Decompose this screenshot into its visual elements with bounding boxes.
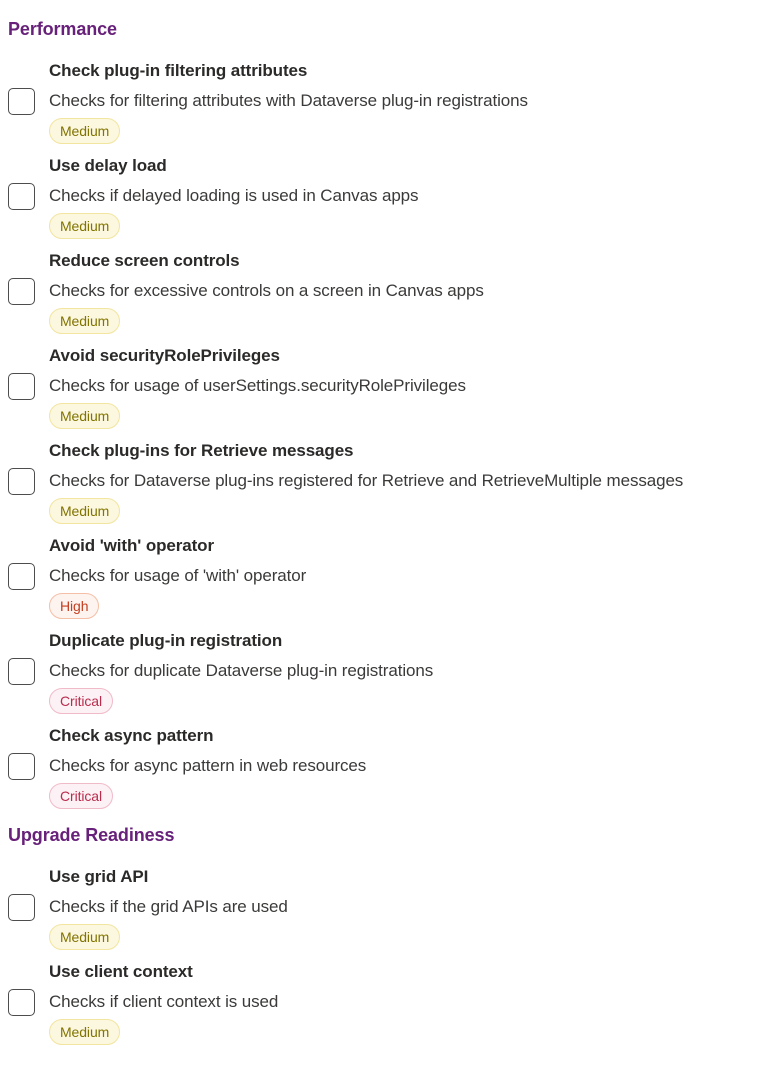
rule-badge-row bbox=[49, 498, 751, 524]
severity-badge: Medium bbox=[49, 403, 120, 429]
rule-checkbox-cell bbox=[8, 892, 49, 922]
rule-badge-row bbox=[49, 783, 751, 809]
section-title: Performance bbox=[8, 19, 117, 39]
rule-item bbox=[8, 56, 751, 144]
rule-item-title: Use client context bbox=[49, 962, 193, 981]
rule-item-description: Checks for usage of 'with' operator bbox=[49, 566, 307, 585]
rule-item-title: Check plug-in filtering attributes bbox=[49, 61, 308, 80]
rule-item bbox=[8, 721, 751, 809]
rule-checkbox[interactable] bbox=[8, 894, 35, 921]
severity-badge: Medium bbox=[49, 498, 120, 524]
rule-item-title: Reduce screen controls bbox=[49, 251, 240, 270]
rule-item bbox=[8, 626, 751, 714]
section-items bbox=[8, 56, 751, 809]
rule-item bbox=[8, 862, 751, 950]
rule-checkbox-cell bbox=[8, 86, 49, 116]
severity-badge: Critical bbox=[49, 783, 113, 809]
rule-badge-row bbox=[49, 118, 751, 144]
rule-item-title: Avoid securityRolePrivileges bbox=[49, 346, 280, 365]
rule-item-description: Checks for duplicate Dataverse plug-in registrations bbox=[49, 661, 434, 680]
rule-checkbox-cell bbox=[8, 276, 49, 306]
rule-item-description: Checks for usage of userSettings.securityRolePrivileges bbox=[49, 376, 466, 395]
rule-item bbox=[8, 436, 751, 524]
severity-badge: Medium bbox=[49, 924, 120, 950]
rule-item bbox=[8, 151, 751, 239]
rule-item bbox=[8, 246, 751, 334]
rule-item-description: Checks for filtering attributes with Dataverse plug-in registrations bbox=[49, 91, 528, 110]
rule-checkbox[interactable] bbox=[8, 989, 35, 1016]
rule-checkbox-cell bbox=[8, 751, 49, 781]
rule-item-description: Checks for async pattern in web resources bbox=[49, 756, 367, 775]
severity-badge: Medium bbox=[49, 308, 120, 334]
rule-badge-row bbox=[49, 593, 751, 619]
rule-item-description: Checks if delayed loading is used in Canvas apps bbox=[49, 186, 419, 205]
section-title: Upgrade Readiness bbox=[8, 825, 175, 845]
rule-item-title: Check async pattern bbox=[49, 726, 214, 745]
rule-item bbox=[8, 957, 751, 1045]
rule-item-description: Checks if the grid APIs are used bbox=[49, 897, 288, 916]
rule-item bbox=[8, 341, 751, 429]
rule-badge-row bbox=[49, 308, 751, 334]
rule-checkbox-cell bbox=[8, 656, 49, 686]
rule-checkbox-cell bbox=[8, 561, 49, 591]
rule-item-title: Avoid 'with' operator bbox=[49, 536, 214, 555]
rule-checkbox[interactable] bbox=[8, 278, 35, 305]
rule-checkbox[interactable] bbox=[8, 183, 35, 210]
rule-badge-row bbox=[49, 688, 751, 714]
rule-item bbox=[8, 531, 751, 619]
severity-badge: Critical bbox=[49, 688, 113, 714]
rule-checkbox-cell bbox=[8, 371, 49, 401]
rule-checkbox[interactable] bbox=[8, 753, 35, 780]
rule-badge-row bbox=[49, 213, 751, 239]
rule-checklist bbox=[8, 18, 751, 1045]
rule-item-title: Use delay load bbox=[49, 156, 167, 175]
rule-checkbox[interactable] bbox=[8, 563, 35, 590]
rule-section bbox=[8, 824, 751, 1045]
rule-badge-row bbox=[49, 403, 751, 429]
severity-badge: Medium bbox=[49, 213, 120, 239]
rule-checkbox[interactable] bbox=[8, 658, 35, 685]
severity-badge: Medium bbox=[49, 1019, 120, 1045]
rule-item-title: Check plug-ins for Retrieve messages bbox=[49, 441, 354, 460]
section-items bbox=[8, 862, 751, 1045]
rule-item-title: Duplicate plug-in registration bbox=[49, 631, 283, 650]
rule-badge-row bbox=[49, 924, 751, 950]
rule-section bbox=[8, 18, 751, 809]
rule-item-title: Use grid API bbox=[49, 867, 149, 886]
rule-item-description: Checks if client context is used bbox=[49, 992, 279, 1011]
rule-item-description: Checks for excessive controls on a screen in Canvas apps bbox=[49, 281, 484, 300]
rule-checkbox[interactable] bbox=[8, 373, 35, 400]
severity-badge: High bbox=[49, 593, 99, 619]
rule-checkbox-cell bbox=[8, 181, 49, 211]
severity-badge: Medium bbox=[49, 118, 120, 144]
rule-checkbox-cell bbox=[8, 466, 49, 496]
rule-checkbox[interactable] bbox=[8, 468, 35, 495]
rule-item-description: Checks for Dataverse plug-ins registered for Retrieve and RetrieveMultiple messages bbox=[49, 471, 684, 490]
rule-checkbox[interactable] bbox=[8, 88, 35, 115]
rule-checkbox-cell bbox=[8, 987, 49, 1017]
rule-badge-row bbox=[49, 1019, 751, 1045]
